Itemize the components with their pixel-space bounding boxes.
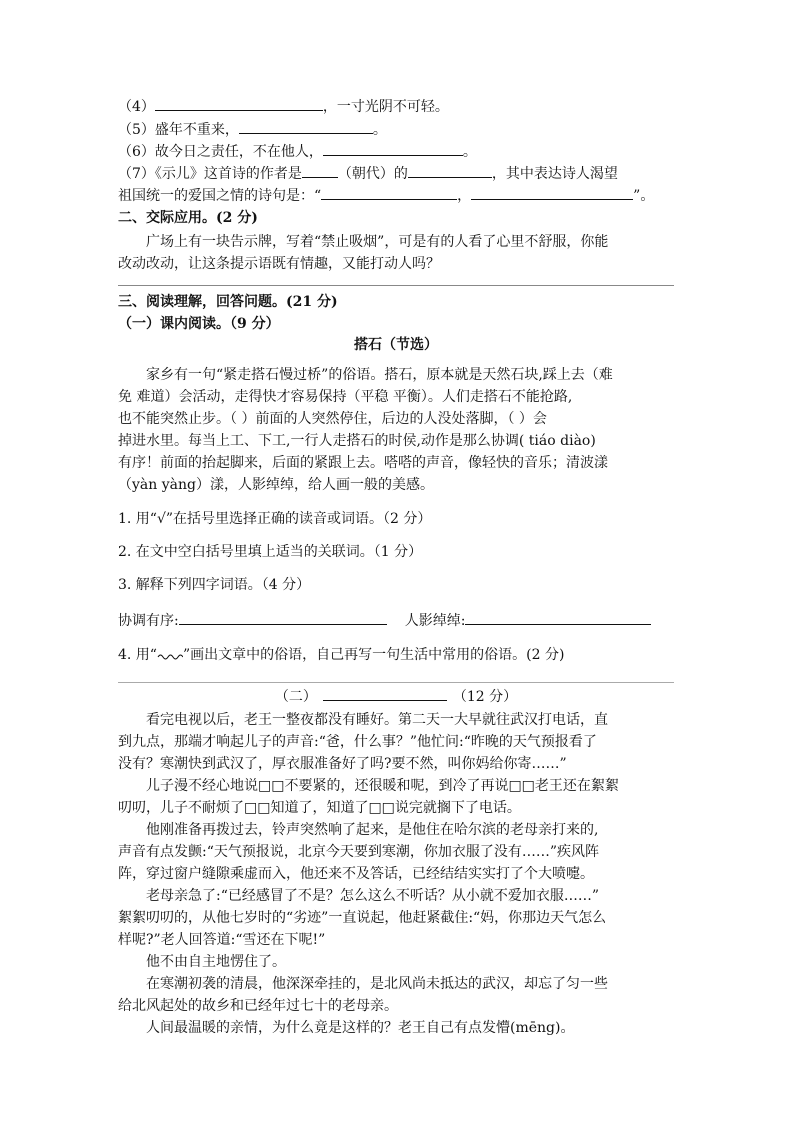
passage-line: 家乡有一句“紧走搭石慢过桥”的俗语。搭石，原本就是天然石块,踩上去（难 <box>146 367 613 383</box>
answer-blank[interactable] <box>471 187 633 200</box>
story-line: 在寒潮初袭的清晨，他深深牵挂的，是北风尚未抵达的武汉，却忘了匀一些 <box>146 976 608 992</box>
story-line: 阵，穿过窗户缝隙乘虚而入，他还来不及答话，已经结结实实打了个大喷嚏。 <box>118 866 594 882</box>
section-2-text: 广场上有一块告示牌，写着“禁止吸烟”，可是有的人看了心里不舒服，你能 <box>146 234 609 250</box>
answer-blank[interactable] <box>179 612 387 625</box>
story-line: 老母亲急了:“已经感冒了不是？怎么这么不听话？从小就不爱加衣服……” <box>146 888 600 904</box>
fill-item-7: （7）《示儿》这首诗的作者是 （朝代）的 ，其中表达诗人渴望 <box>118 166 618 182</box>
answer-blank[interactable] <box>321 187 457 200</box>
fill-item-7-cont: 祖国统一的爱国之情的诗句是：“ ， ”。 <box>118 188 655 204</box>
story-line: 他刚准备再拨过去，铃声突然响了起来，是他住在哈尔滨的老母亲打来的, <box>146 822 599 838</box>
wavy-underline-icon <box>157 651 183 661</box>
story-line: 叨叨，儿子不耐烦了□□知道了，知道了□□说完就搁下了电话。 <box>118 800 521 816</box>
fill-item-6: （6）故今日之责任，不在他人， 。 <box>118 144 477 160</box>
section-2-title: 二、交际应用。(2 分) <box>118 210 258 226</box>
title-blank[interactable] <box>323 688 447 701</box>
answer-blank[interactable] <box>302 165 338 178</box>
story-line: 人间最温暖的亲情，为什么竟是这样的？老王自己有点发懵(mēng)。 <box>146 1020 575 1036</box>
question-3: 3. 解释下列四字词语。（4 分） <box>118 577 311 593</box>
story-line: 儿子漫不经心地说□□不要紧的，还很暖和呢，到冷了再说□□老王还在絮絮 <box>146 778 619 794</box>
story-line: 他不由自主地愣住了。 <box>146 954 286 970</box>
story-line: 给北风起处的故乡和已经年过七十的老母亲。 <box>118 998 398 1014</box>
section-3-title: 三、阅读理解，回答问题。(21 分) <box>118 294 338 310</box>
question-1: 1. 用“√”在括号里选择正确的读音或词语。（2 分） <box>118 511 432 527</box>
fill-item-5: （5）盛年不重来， 。 <box>118 122 387 138</box>
story-line: 絮絮叨叨的，从他七岁时的“劣迹”一直说起，他赶紧截住:“妈，你那边天气怎么 <box>118 910 607 926</box>
answer-blank[interactable] <box>408 165 492 178</box>
story-line: 看完电视以后，老王一整夜都没有睡好。第二天一大早就往武汉打电话，直 <box>146 712 608 728</box>
passage-line: 免 难道）会活动，走得快才容易保持（平稳 平衡）。人们走搭石不能抢路, <box>118 389 573 405</box>
passage-line: 也不能突然止步。（ ）前面的人突然停住，后边的人没处落脚，（ ）会 <box>118 411 547 427</box>
answer-blank[interactable] <box>239 121 373 134</box>
answer-blank[interactable] <box>155 98 323 111</box>
passage-line: （yàn yàng）漾，人影绰绰，给人画一般的美感。 <box>118 477 434 493</box>
story-line: 样呢?”老人回答道:“雪还在下呢!” <box>118 932 326 948</box>
story-line: 到九点，那端才响起儿子的声音:“爸，什么事？”他忙问:“昨晚的天气预报看了 <box>118 734 597 750</box>
fill-item-4: （4） ，一寸光阴不可轻。 <box>118 99 449 115</box>
answer-blank[interactable] <box>465 612 651 625</box>
passage-title: 搭石（节选） <box>354 337 438 353</box>
divider <box>118 682 674 683</box>
answer-line[interactable] <box>118 285 674 286</box>
question-3-answers: 协调有序: 人影绰绰: <box>118 612 678 630</box>
part-1-title: （一）课内阅读。（9 分） <box>118 316 280 332</box>
passage-line: 掉进水里。每当上工、下工,一行人走搭石的时侯,动作是那么协调( tiáo diào) <box>118 433 596 449</box>
part-2-title: （二） （12 分） <box>274 689 518 705</box>
section-2-text: 改动改动，让这条提示语既有情趣，又能打动人吗？ <box>118 256 440 272</box>
story-line: 声音有点发颤:“天气预报说，北京今天要到寒潮，你加衣服了没有……”疾风阵 <box>118 844 600 860</box>
passage-line: 有序！前面的抬起脚来，后面的紧跟上去。嗒嗒的声音，像轻快的音乐；清波漾 <box>118 455 608 471</box>
answer-blank[interactable] <box>323 143 463 156</box>
question-2: 2. 在文中空白括号里填上适当的关联词。（1 分） <box>118 544 423 560</box>
story-line: 没有？寒潮快到武汉了，厚衣服准备好了吗?要不然，叫你妈给你寄……” <box>118 756 567 772</box>
question-4: 4. 用“ ”画出文章中的俗语，自己再写一句生活中常用的俗语。(2 分) <box>118 647 565 663</box>
